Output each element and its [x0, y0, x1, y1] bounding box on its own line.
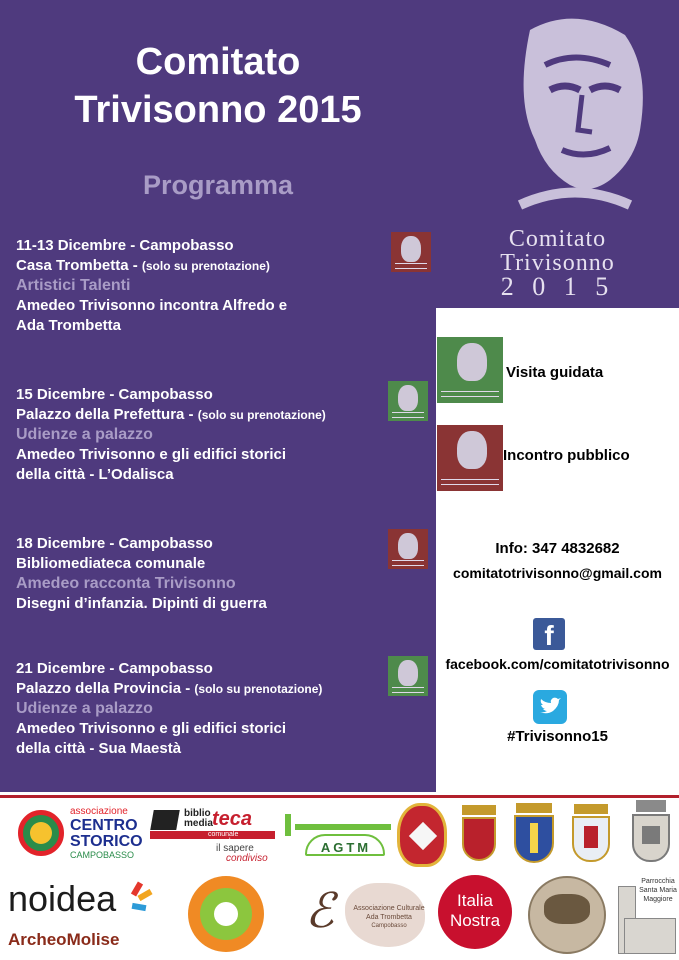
info-phone: Info: 347 4832682	[495, 540, 620, 557]
archeomolise-text: ArcheoMolise	[8, 930, 120, 949]
facebook-icon[interactable]: f	[533, 618, 565, 650]
camera-lens-logo	[170, 872, 280, 956]
logo-text-line1: Comitato	[508, 226, 607, 252]
event-note: (solo su prenotazione)	[194, 682, 323, 696]
parrocchia-logo	[614, 878, 676, 956]
event-date: 21 Dicembre - Campobasso	[16, 660, 213, 677]
event-date: 18 Dicembre - Campobasso	[16, 535, 213, 552]
agtm-text: AGTM	[320, 840, 372, 855]
parrocchia-text-3: Maggiore	[643, 896, 673, 903]
event-date: 11-13 Dicembre - Campobasso	[16, 237, 234, 254]
biblio-text: biblio	[184, 808, 211, 819]
event-theme: Amedeo racconta Trivisonno	[16, 575, 236, 592]
event-4	[16, 659, 386, 759]
italia-nostra-text-1: Italia	[457, 891, 493, 910]
incontro-pubblico-badge	[391, 232, 431, 272]
event-description: Amedeo Trivisonno e gli edifici storici	[16, 720, 287, 737]
event-2	[16, 385, 386, 485]
comunale-text: comunale campobasso	[208, 831, 248, 845]
centro-storico-text-2: CENTRO	[70, 817, 138, 834]
event-3	[16, 534, 386, 614]
coat-of-arms-tower	[566, 804, 616, 866]
twitter-icon[interactable]	[533, 690, 567, 724]
centro-storico-logo	[18, 806, 143, 862]
ada-trombetta-text-1: Associazione Culturale	[353, 905, 425, 912]
incontro-pubblico-badge	[388, 529, 428, 569]
event-theme: Udienze a palazzo	[16, 700, 153, 717]
italia-nostra-logo	[438, 875, 512, 949]
event-note: (solo su prenotazione)	[197, 408, 326, 422]
centro-storico-text-4: CAMPOBASSO	[70, 850, 135, 860]
facebook-link[interactable]: facebook.com/comitatotrivisonno	[445, 656, 670, 672]
associazione-sigillo-logo	[528, 876, 606, 954]
incontro-pubblico-legend-icon	[437, 425, 503, 491]
event-description: Amedeo Trivisonno incontra Alfredo e	[16, 297, 288, 314]
il-sapere-text: il sapere	[216, 843, 254, 854]
event-venue: Palazzo della Provincia -	[16, 680, 195, 697]
ada-trombetta-text-2: Ada Trombetta	[366, 914, 412, 921]
centro-storico-text-3: STORICO	[70, 833, 143, 850]
teca-text: teca	[212, 808, 253, 830]
visita-guidata-label: Visita guidata	[506, 364, 604, 381]
event-venue: Palazzo della Prefettura -	[16, 406, 198, 423]
visita-guidata-badge	[388, 381, 428, 421]
event-1	[16, 236, 386, 336]
bibliomediateca-logo	[150, 804, 275, 864]
visita-guidata-badge	[388, 656, 428, 696]
hashtag: #Trivisonno15	[507, 728, 608, 745]
ada-trombetta-logo: ℰ Associazione Culturale Ada Trombetta Campobasso	[305, 875, 430, 955]
event-description: Ada Trombetta	[16, 317, 122, 334]
event-description: della città - Sua Maestà	[16, 740, 182, 757]
event-note: (solo su prenotazione)	[141, 259, 270, 273]
page-title-line2: Trivisonno 2015	[74, 89, 362, 131]
parrocchia-text-2: Santa Maria	[639, 887, 677, 894]
condiviso-text: condiviso	[226, 853, 268, 864]
italia-nostra-text-2: Nostra	[449, 911, 501, 930]
visita-guidata-legend-icon	[437, 337, 503, 403]
event-date: 15 Dicembre - Campobasso	[16, 386, 213, 403]
coat-of-arms-castle	[626, 800, 676, 866]
programma-heading: Programma	[142, 170, 294, 200]
coat-of-arms-red	[397, 803, 447, 867]
parrocchia-text-1: Parrocchia	[641, 878, 675, 885]
ada-trombetta-text-3: Campobasso	[371, 923, 407, 929]
event-description: della città - L’Odalisca	[16, 466, 174, 483]
noidea-archeomolise-logo	[6, 878, 161, 954]
coat-of-arms-blue	[510, 803, 558, 865]
coat-of-arms-crown	[458, 805, 500, 865]
info-email[interactable]: comitatotrivisonno@gmail.com	[453, 565, 662, 581]
event-theme: Udienze a palazzo	[16, 426, 153, 443]
portrait-icon	[500, 10, 650, 220]
event-theme: Artistici Talenti	[16, 277, 131, 294]
page-title-line1: Comitato	[135, 41, 301, 83]
media-text: media	[184, 818, 213, 829]
footer-divider	[0, 795, 679, 798]
event-venue: Casa Trombetta -	[16, 257, 142, 274]
agtm-logo	[285, 808, 393, 862]
event-description: Amedeo Trivisonno e gli edifici storici	[16, 446, 287, 463]
event-venue: Bibliomediateca comunale	[16, 555, 206, 572]
centro-storico-text-1: associazione	[70, 806, 128, 817]
logo-text-year: 2 0 1 5	[500, 272, 615, 301]
comitato-logo	[490, 10, 650, 226]
noidea-text: noidea	[8, 878, 117, 919]
event-description: Disegni d’infanzia. Dipinti di guerra	[16, 595, 267, 612]
incontro-pubblico-label: Incontro pubblico	[503, 447, 630, 464]
logo-text-line2: Trivisonno	[500, 250, 615, 276]
